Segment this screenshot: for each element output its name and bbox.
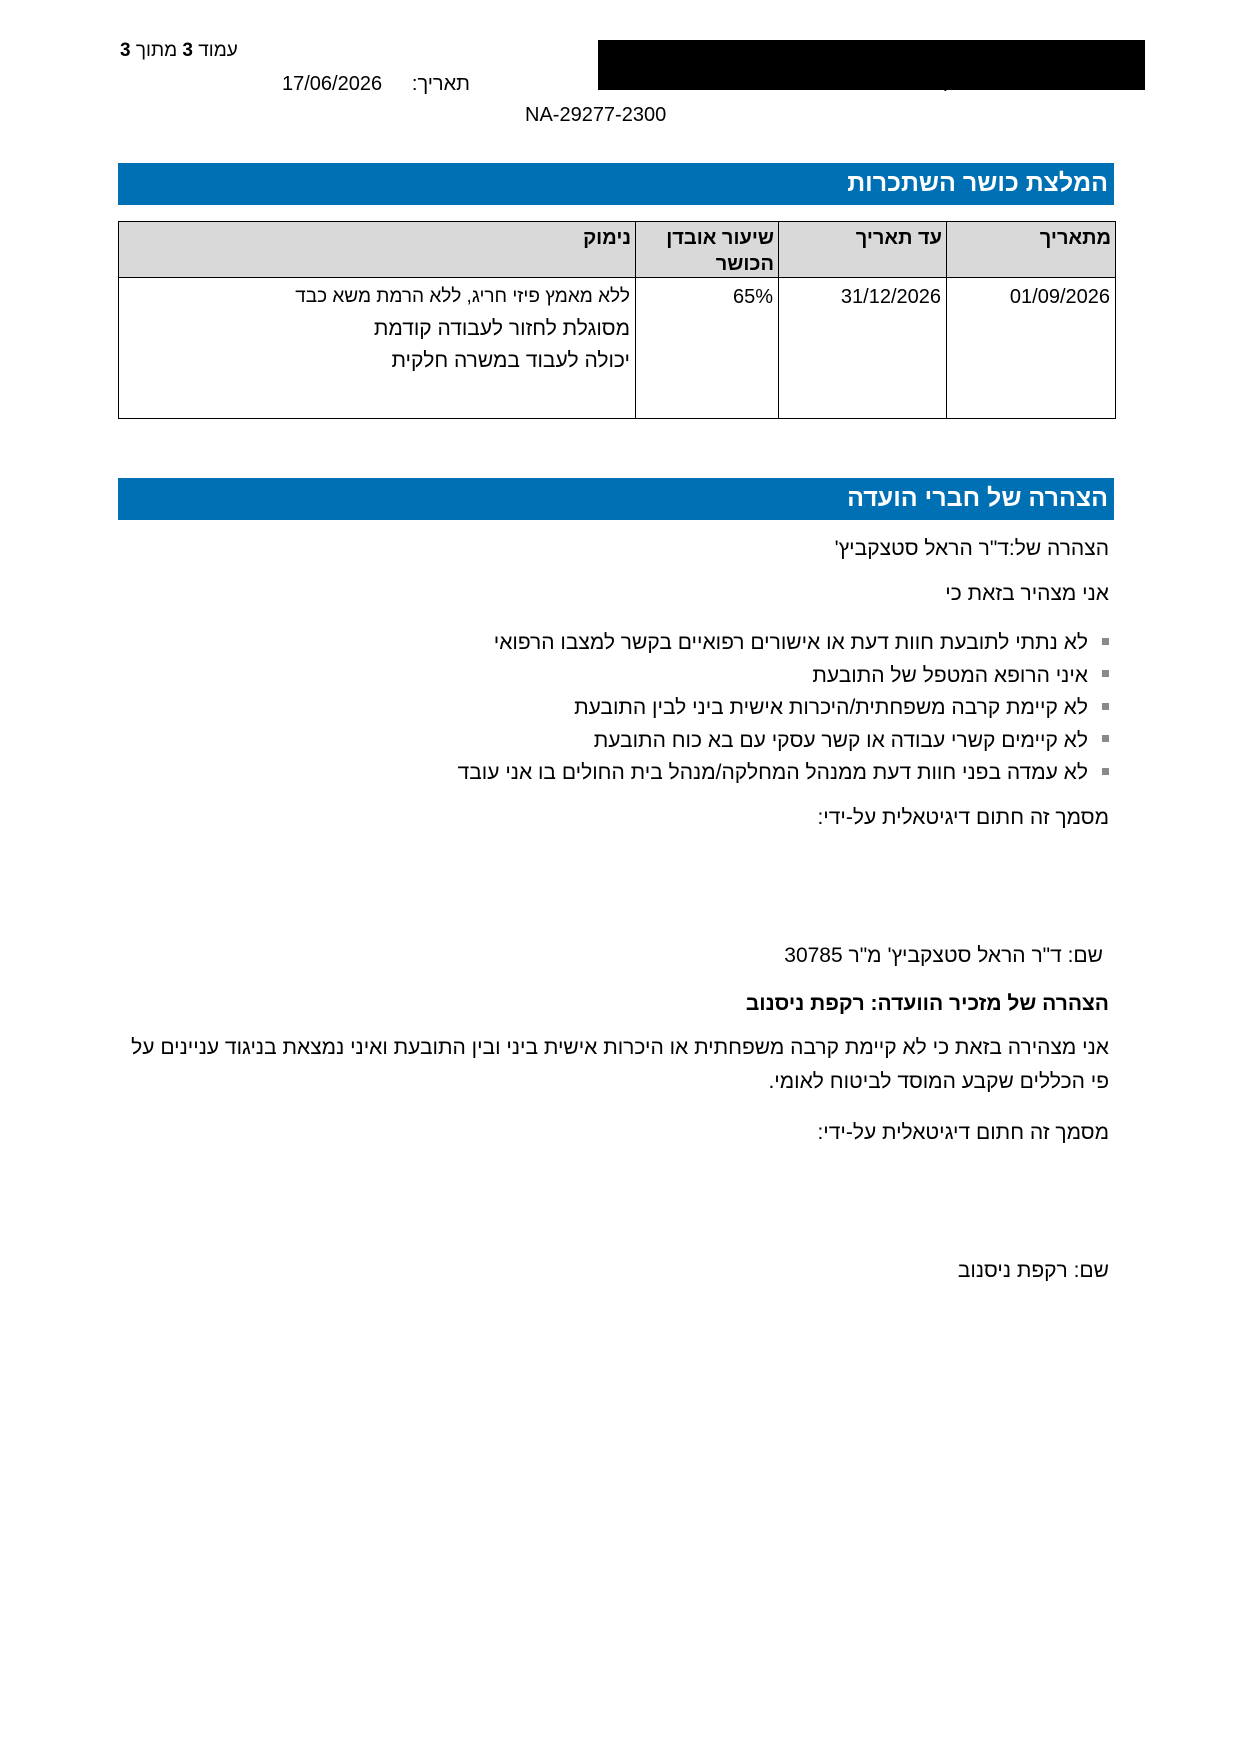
table-header-row <box>119 222 1116 278</box>
page-number <box>120 40 238 62</box>
redaction-block <box>598 40 1145 90</box>
date-label: תאריך: <box>411 73 470 95</box>
column-header-rate: שיעור אובדן הכושר <box>636 222 779 278</box>
secretary-name: שם: רקפת ניסנוב <box>957 1259 1109 1282</box>
cell-to: 31/12/2026 <box>779 278 947 419</box>
list-item <box>458 627 1109 660</box>
square-bullet-icon <box>1102 703 1109 710</box>
page-number-total: 3 <box>120 40 131 61</box>
list-item-text: לא קיימים קשרי עבודה או קשר עסקי עם בא כוח התובעת <box>593 728 1088 752</box>
square-bullet-icon <box>1102 638 1109 645</box>
cell-rate: 65% <box>636 278 779 419</box>
page-number-prefix: עמוד <box>198 40 238 61</box>
page-number-middle: מתוך <box>135 40 178 61</box>
declaration-intro: אני מצהיר בזאת כי <box>945 582 1109 605</box>
reason-line: מסוגלת לחזור לעבודה קודמת <box>373 317 630 340</box>
list-item-text: איני הרופא המטפל של התובעת <box>812 663 1088 687</box>
capacity-table <box>118 221 1116 419</box>
square-bullet-icon <box>1102 735 1109 742</box>
secretary-statement: אני מצהירה בזאת כי לא קיימת קרבה משפחתית או היכרות אישית ביני ובין התובעת ואיני נמצאת בניגוד עניינים על פי הכללים שקבע המוסד לביטוח לאומי. <box>131 1036 1109 1093</box>
list-item-text: לא עמדה בפני חוות דעת ממנהל המחלקה/מנהל בית החולים בו אני עובד <box>457 761 1088 784</box>
secretary-declaration-title: הצהרה של מזכיר הוועדה: רקפת ניסנוב <box>745 992 1109 1015</box>
reason-line: יכולה לעבוד במשרה חלקית <box>391 349 630 372</box>
declarant-line: הצהרה של:ד"ר הראל סטצקביץ' <box>834 537 1109 560</box>
digital-signature-note: מסמך זה חתום דיגיטאלית על-ידי: <box>817 806 1109 829</box>
table-row <box>119 278 1116 419</box>
doctor-name: שם: ד"ר הראל סטצקביץ' מ"ר 30785 <box>784 944 1103 967</box>
list-item-text: לא קיימת קרבה משפחתית/היכרות אישית ביני לבין התובעת <box>574 696 1088 719</box>
square-bullet-icon <box>1102 768 1109 775</box>
column-header-from: מתאריך <box>947 222 1116 278</box>
square-bullet-icon <box>1102 670 1109 677</box>
cell-from: 01/09/2026 <box>947 278 1116 419</box>
page-number-current: 3 <box>182 40 193 61</box>
list-item <box>458 660 1109 693</box>
section-title-recommendation: המלצת כושר השתכרות <box>118 163 1114 205</box>
date-value: 17/06/2026 <box>282 73 383 95</box>
reason-line: ללא מאמץ פיזי חריג, ללא הרמת משא כבד <box>295 286 630 307</box>
cell-reason <box>119 278 636 419</box>
declaration-list <box>458 627 1109 790</box>
secretary-signature-note: מסמך זה חתום דיגיטאלית על-ידי: <box>817 1121 1109 1144</box>
list-item <box>458 692 1109 725</box>
column-header-to: עד תאריך <box>779 222 947 278</box>
column-header-reason: נימוק <box>119 222 636 278</box>
list-item <box>458 757 1109 790</box>
case-number: NA-29277-2300 <box>525 104 667 126</box>
section-title-declaration: הצהרה של חברי הועדה <box>118 478 1114 520</box>
list-item-text: לא נתתי לתובעת חוות דעת או אישורים רפואיים בקשר למצבו הרפואי <box>493 631 1088 654</box>
list-item <box>458 725 1109 758</box>
